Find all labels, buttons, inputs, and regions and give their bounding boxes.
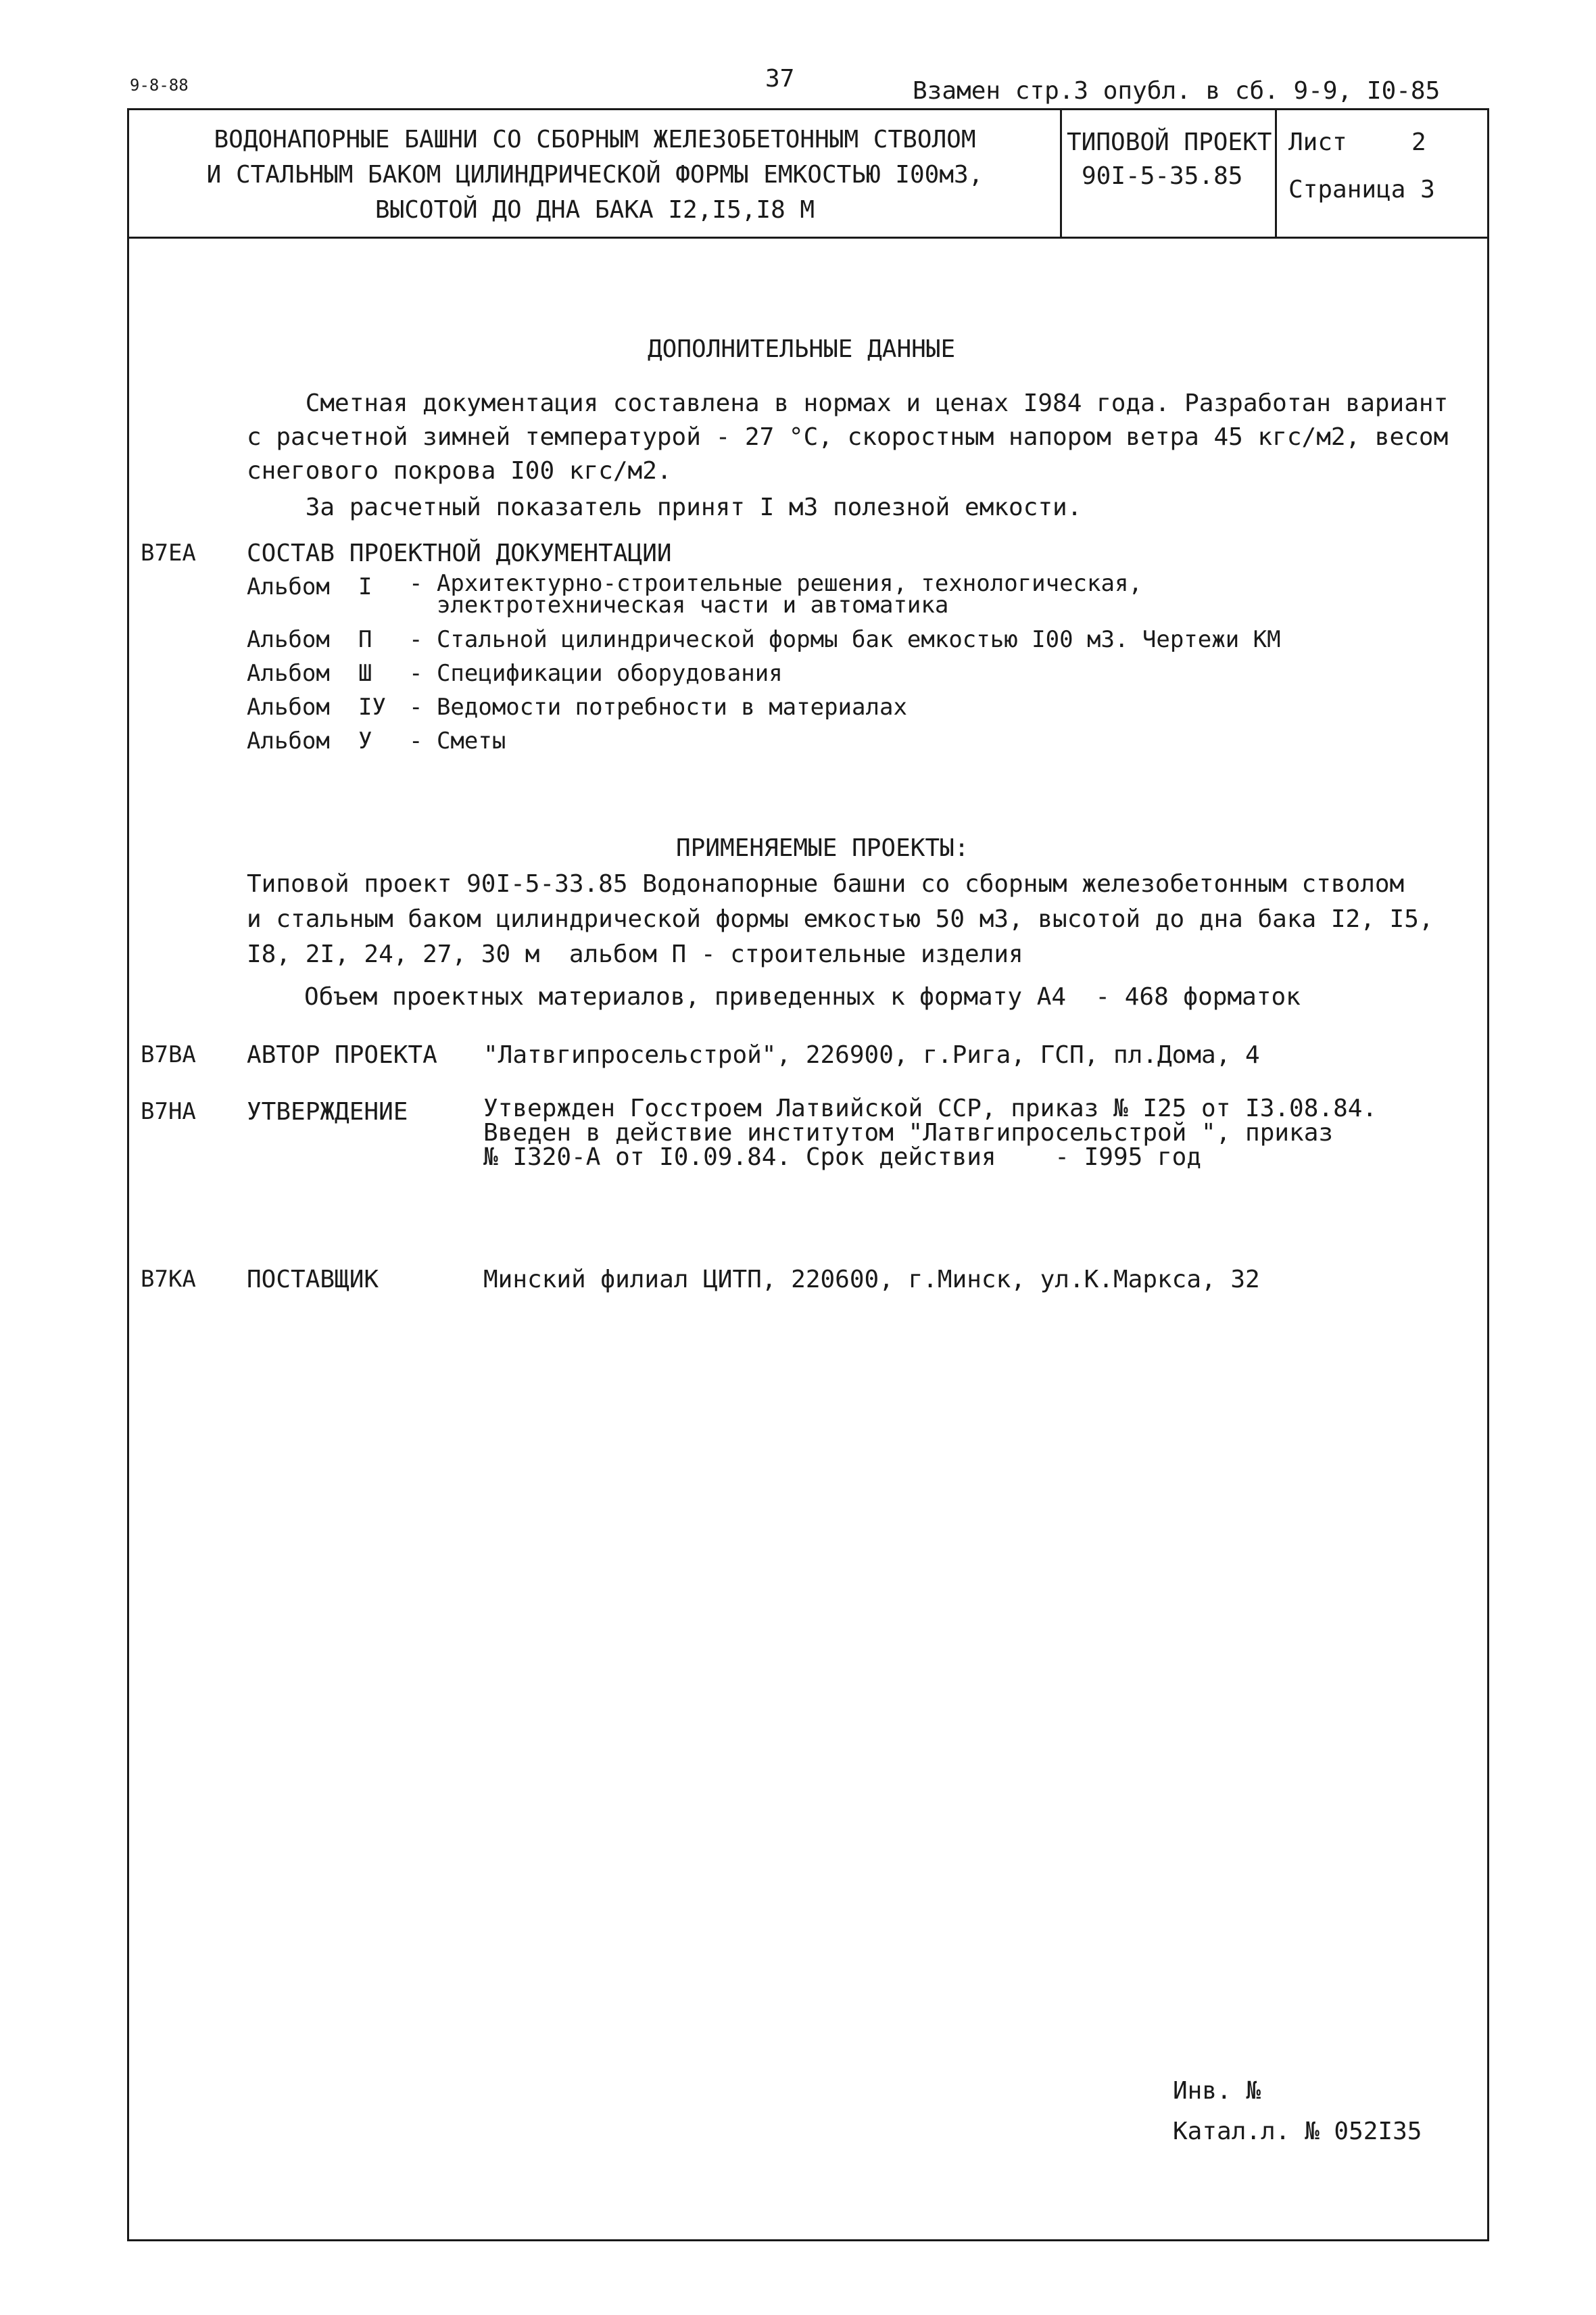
author-label: АВТОР ПРОЕКТА	[247, 1041, 437, 1069]
approval-line-1: Утвержден Госстроем Латвийской ССР, приказ № I25 от I3.08.84.	[483, 1095, 1378, 1122]
approval-label: УТВЕРЖДЕНИЕ	[247, 1098, 408, 1126]
album-label: Альбом	[247, 626, 330, 653]
album-label: Альбом	[247, 727, 330, 755]
album-number: У	[358, 727, 372, 755]
album-number: П	[358, 626, 372, 653]
catalog-number: Катал.л. № 052I35	[1173, 2118, 1422, 2145]
extra-line-3: снегового покрова I00 кгс/м2.	[247, 457, 672, 485]
album-description: - Ведомости потребности в материалах	[409, 694, 907, 721]
title-line-1: ВОДОНАПОРНЫЕ БАШНИ СО СБОРНЫМ ЖЕЛЕЗОБЕТОННЫМ СТВОЛОМ	[214, 126, 976, 153]
page-label: Страница 3	[1288, 176, 1435, 204]
title-block-bottom-rule	[127, 237, 1489, 239]
applied-line-3: I8, 2I, 24, 27, 30 м альбом П - строительные изделия	[247, 940, 1023, 968]
album-label: Альбом	[247, 694, 330, 721]
album-number: I	[358, 573, 372, 600]
approval-code: В7НА	[141, 1098, 196, 1125]
approval-line-3: № I320-А от I0.09.84. Срок действия - I995 год	[483, 1143, 1202, 1171]
approval-text	[483, 1097, 1377, 1170]
album-description: - Спецификации оборудования	[409, 660, 783, 687]
author-code: В7ВА	[141, 1041, 196, 1068]
album-number: IУ	[358, 694, 386, 721]
title-block-title	[135, 123, 1055, 227]
composition-code: В7ЕА	[141, 540, 196, 567]
approval-line-2: Введен в действие институтом "Латвгипросельстрой ", приказ	[483, 1119, 1334, 1147]
doc-code: 9-8-88	[130, 76, 189, 95]
title-block-divider-1	[1060, 108, 1062, 238]
album-description-cont: электротехническая части и автоматика	[409, 592, 949, 619]
inventory-number: Инв. №	[1173, 2077, 1261, 2105]
album-number: Ш	[358, 660, 372, 687]
extra-heading: ДОПОЛНИТЕЛЬНЫЕ ДАННЫЕ	[648, 335, 956, 363]
applied-heading: ПРИМЕНЯЕМЫЕ ПРОЕКТЫ:	[676, 834, 969, 862]
supplier-text: Минский филиал ЦИТП, 220600, г.Минск, ул.К.Маркса, 32	[483, 1266, 1260, 1293]
album-label: Альбом	[247, 660, 330, 687]
extra-line-1: Сметная документация составлена в нормах и ценах I984 года. Разработан вариант	[247, 389, 1449, 417]
applied-line-1: Типовой проект 90I-5-33.85 Водонапорные башни со сборным железобетонным стволом	[247, 870, 1405, 898]
applied-line-2: и стальным баком цилиндрической формы емкостью 50 м3, высотой до дна бака I2, I5,	[247, 905, 1434, 933]
album-label: Альбом	[247, 573, 330, 600]
project-label: ТИПОВОЙ ПРОЕКТ	[1067, 128, 1272, 156]
replacement-note: Взамен стр.3 опубл. в сб. 9-9, I0-85	[913, 77, 1441, 105]
album-description: - Архитектурно-строительные решения, технологическая,	[409, 570, 1142, 597]
composition-heading: СОСТАВ ПРОЕКТНОЙ ДОКУМЕНТАЦИИ	[247, 540, 672, 567]
extra-line-2: с расчетной зимней температурой - 27 °С, скоростным напором ветра 45 кгс/м2, весом	[247, 423, 1449, 451]
title-line-2: И СТАЛЬНЫМ БАКОМ ЦИЛИНДРИЧЕСКОЙ ФОРМЫ ЕМКОСТЬЮ I00м3,	[206, 161, 984, 189]
sheet-label: Лист	[1288, 128, 1347, 156]
supplier-label: ПОСТАВЩИК	[247, 1266, 379, 1293]
project-code: 90I-5-35.85	[1082, 162, 1243, 190]
author-text: "Латвгипросельстрой", 226900, г.Рига, ГСП, пл.Дома, 4	[483, 1041, 1260, 1069]
applied-paragraph	[247, 867, 1434, 972]
supplier-code: В7КА	[141, 1266, 196, 1293]
extra-paragraph	[247, 387, 1448, 525]
title-block-divider-2	[1275, 108, 1277, 238]
extra-line-4: За расчетный показатель принят I м3 полезной емкости.	[247, 494, 1082, 521]
volume-text: Объем проектных материалов, приведенных к формату А4 - 468 форматок	[304, 983, 1301, 1011]
title-line-3: ВЫСОТОЙ ДО ДНА БАКА I2,I5,I8 М	[374, 196, 815, 224]
album-description: - Стальной цилиндрической формы бак емкостью I00 м3. Чертежи КМ	[409, 626, 1281, 653]
sheet-value: 2	[1411, 128, 1426, 156]
album-description: - Сметы	[409, 727, 506, 755]
page-number: 37	[765, 65, 795, 93]
